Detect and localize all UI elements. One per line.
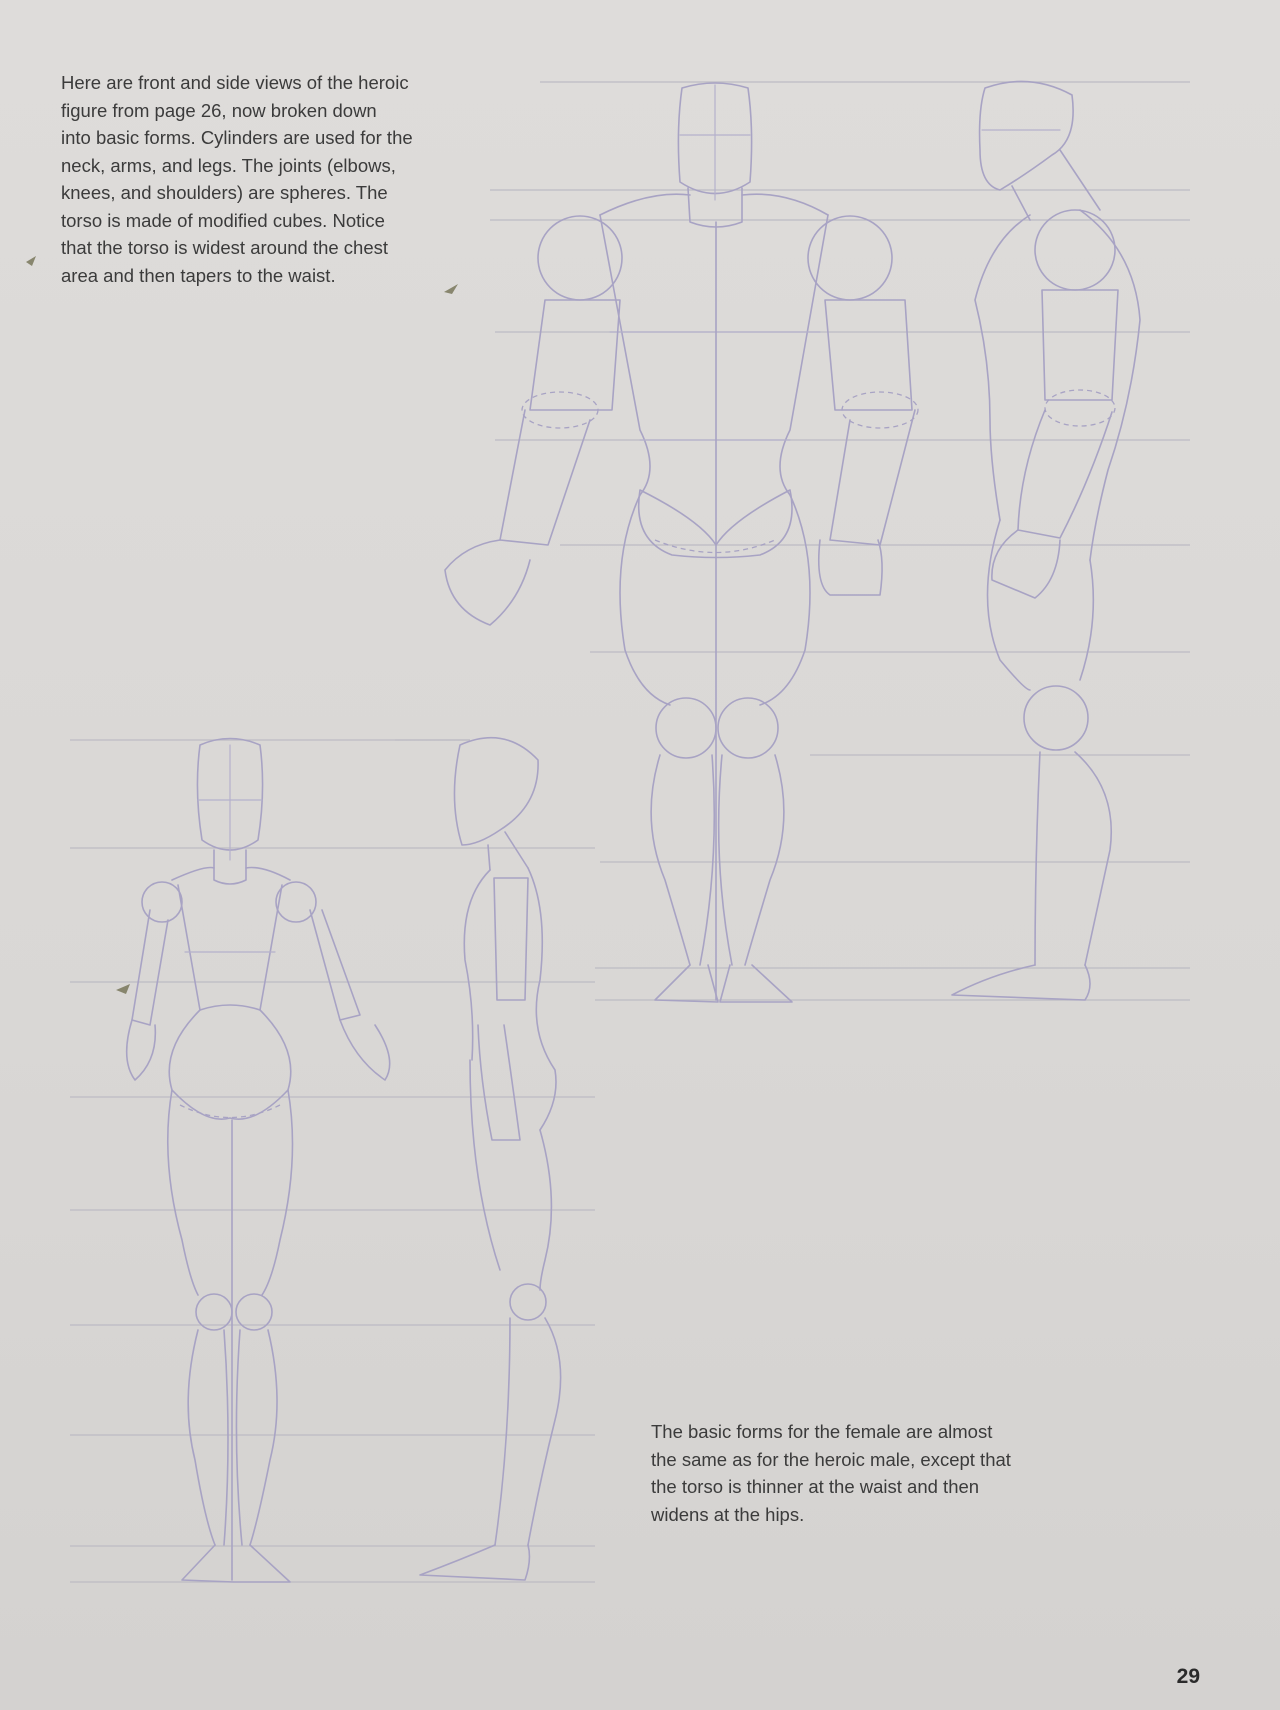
female-guide-lines [70,740,595,1582]
bottom-caption: The basic forms for the female are almost the same as for the heroic male, except that the torso is thinner at the waist and then widens at the hips. [651,1421,1011,1525]
female-side-figure [420,738,561,1580]
top-caption: Here are front and side views of the heroic figure from page 26, now broken down into basic forms. Cylinders are used for the neck, arms, and legs. The joints (elbows, knees, and shoulders) are spheres. The torso is made of modified cubes. Notice that the torso is widest around the chest area and then tapers to the waist. [61,72,413,286]
male-front-figure [445,83,918,1002]
page-number: 29 [1176,1665,1200,1688]
paper-smudges [26,256,458,994]
female-front-figure [127,739,390,1583]
